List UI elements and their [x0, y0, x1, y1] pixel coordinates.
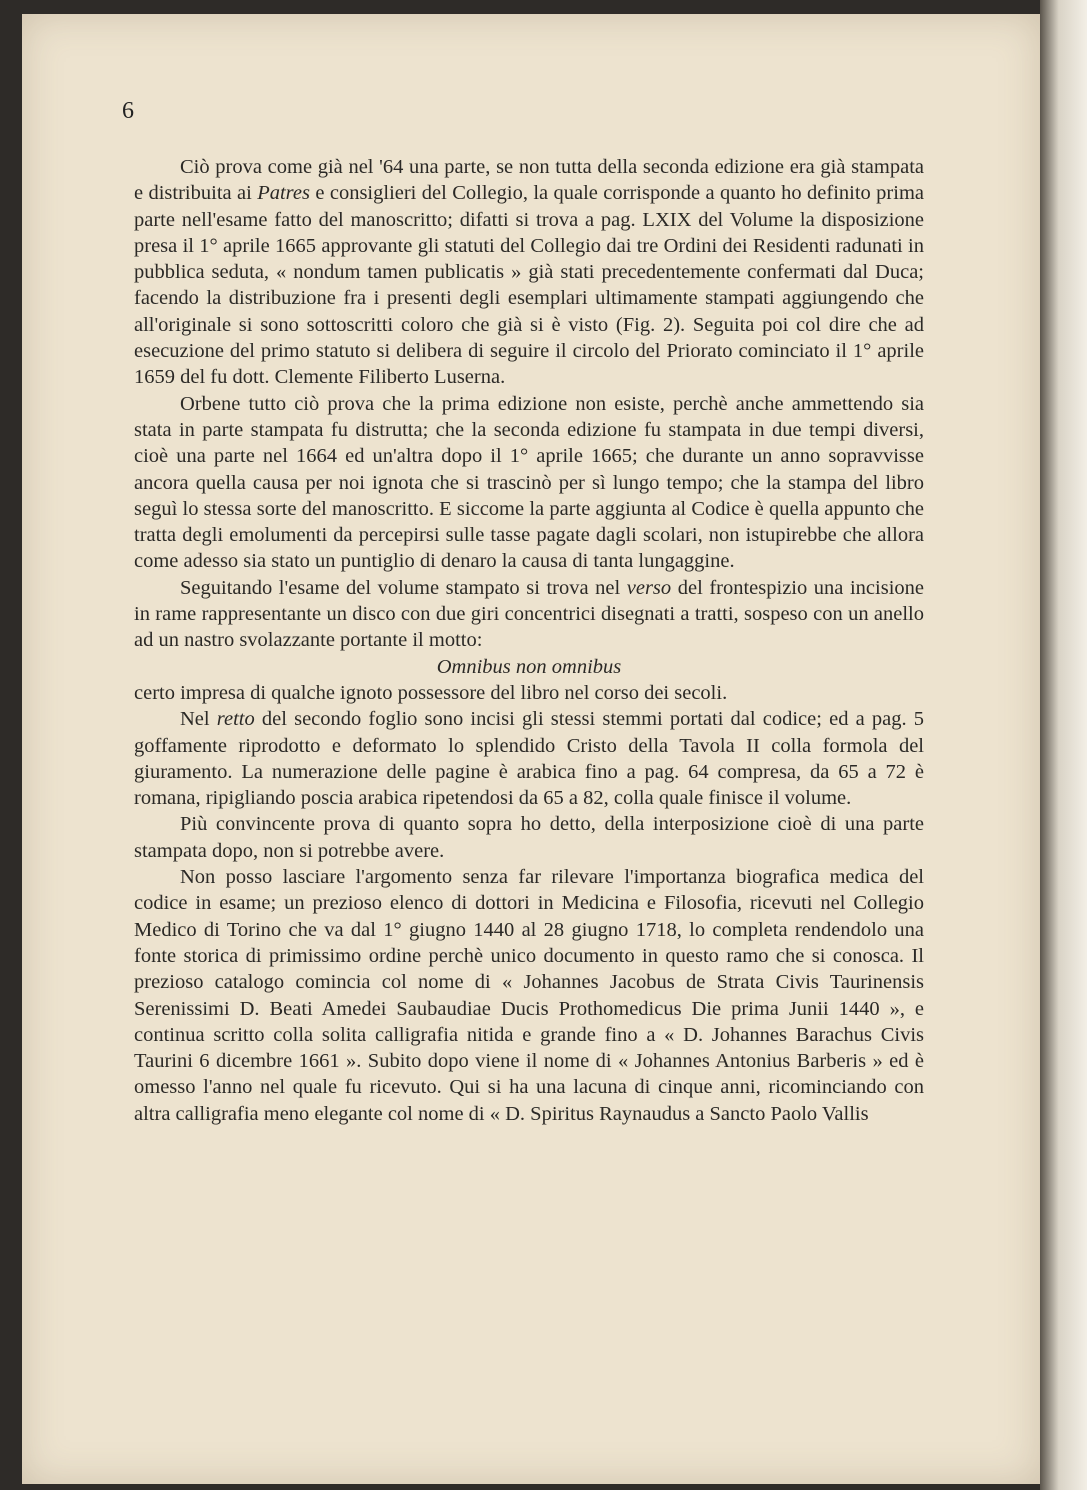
paragraph-3-text-a: Seguitando l'esame del volume stampato si trova nel	[180, 576, 627, 599]
paragraph-7: Non posso lasciare l'argomento senza far rilevare l'importanza biografica medica del codice in esame; un prezioso elenco di dottori in Medicina e Filosofia, ricevuti nel Collegio Medico di Torino che va dal 1° giugno 1440 al 28 giugno 1718, lo completa rendendolo una fonte storica di primissimo ordine perchè unico documento in questo ramo che si conosca. Il prezioso catalogo comincia col nome di « Johannes Jacobus de Strata Civis Taurinensis Serenissimi D. Beati Amedei Saubaudiae Ducis Prothomedicus Die prima Junii 1440 », e continua scritto colla solita calligrafia nitida e grande fino a « D. Johannes Barachus Civis Taurini 6 dicembre 1661 ». Subito dopo viene il nome di « Johannes Antonius Barberis » ed è omesso l'anno nel quale fu ricevuto. Qui si ha una lacuna di cinque anni, ricominciando con altra calligrafia meno elegante col nome di « D. Spiritus Raynaudus a Sancto Paolo Vallis	[134, 866, 924, 1125]
paragraph-5	[134, 706, 924, 811]
paragraph-1-italic: Patres	[257, 182, 310, 205]
paragraph-5-italic: retto	[216, 708, 255, 731]
paragraph-1	[134, 154, 924, 391]
paragraph-5-text-a: Nel	[180, 708, 217, 731]
book-page	[22, 14, 1040, 1484]
paragraph-2: Orbene tutto ciò prova che la prima edizione non esiste, perchè anche ammettendo sia stata in parte stampata fu distrutta; che la seconda edizione fu stampata in due tempi diversi, cioè una parte nel 1664 ed un'altra dopo il 1° aprile 1665; che durante un anno sopravvisse ancora quella causa per noi ignota che si trascinò per sì lungo tempo; che la stampa del libro seguì lo stessa sorte del manoscritto. E siccome la parte aggiunta al Codice è quella appunto che tratta degli emolumenti da percepirsi sulle tasse pagate dagli scolari, non istupirebbe che allora come adesso sia stato un puntiglio di denaro la causa di tanta lungaggine.	[134, 392, 924, 573]
paragraph-6: Più convincente prova di quanto sopra ho detto, della interposizione cioè di una parte stampata dopo, non si potrebbe avere.	[134, 813, 924, 862]
paragraph-3	[134, 575, 924, 654]
motto: Omnibus non omnibus	[436, 655, 622, 678]
paragraph-3-italic: verso	[626, 576, 672, 599]
paragraph-3-text-c: del frontespizio una incisione in rame rappresentante un disco con due giri concentrici disegnati a tratti, sospeso con un anello ad un nastro svolazzante portante il motto:	[134, 576, 924, 652]
paragraph-1-text-c: e consiglieri del Collegio, la quale corrisponde a quanto ho definito prima parte nell'esame fatto del manoscritto; difatti si trova a pag. LXIX del Volume la disposizione presa il 1° aprile 1665 approvante gli statuti del Collegio dai tre Ordini dei Residenti radunati in pubblica seduta, « nondum tamen publicatis » già stati precedentemente confermati dal Duca; facendo la distribuzione fra i presenti degli esemplari ultimamente stampati aggiungendo che all'originale si sono sottoscritti coloro che già si è visto (Fig. 2). Seguita poi col dire che ad esecuzione del primo statuto si delibera di seguire il circolo del Priorato cominciato il 1° aprile 1659 del fu dott. Clemente Filiberto Luserna.	[134, 182, 924, 389]
paragraph-1-text-a: Ciò prova come già nel '64 una parte, se non tutta della seconda edizione era già stampata e distribuita ai	[134, 156, 924, 205]
body-text	[134, 154, 924, 1127]
page-number: 6	[122, 98, 134, 124]
book-gutter	[1040, 0, 1087, 1490]
paragraph-4: certo impresa di qualche ignoto possessore del libro nel corso dei secoli.	[134, 681, 728, 704]
paragraph-5-text-c: del secondo foglio sono incisi gli stessi stemmi portati dal codice; ed a pag. 5 goffamente riprodotto e deformato lo splendido Cristo della Tavola II colla formola del giuramento. La numerazione delle pagine è arabica fino a pag. 64 compresa, da 65 a 72 è romana, ripigliando poscia arabica ripetendosi da 65 a 82, colla quale finisce il volume.	[134, 708, 924, 810]
